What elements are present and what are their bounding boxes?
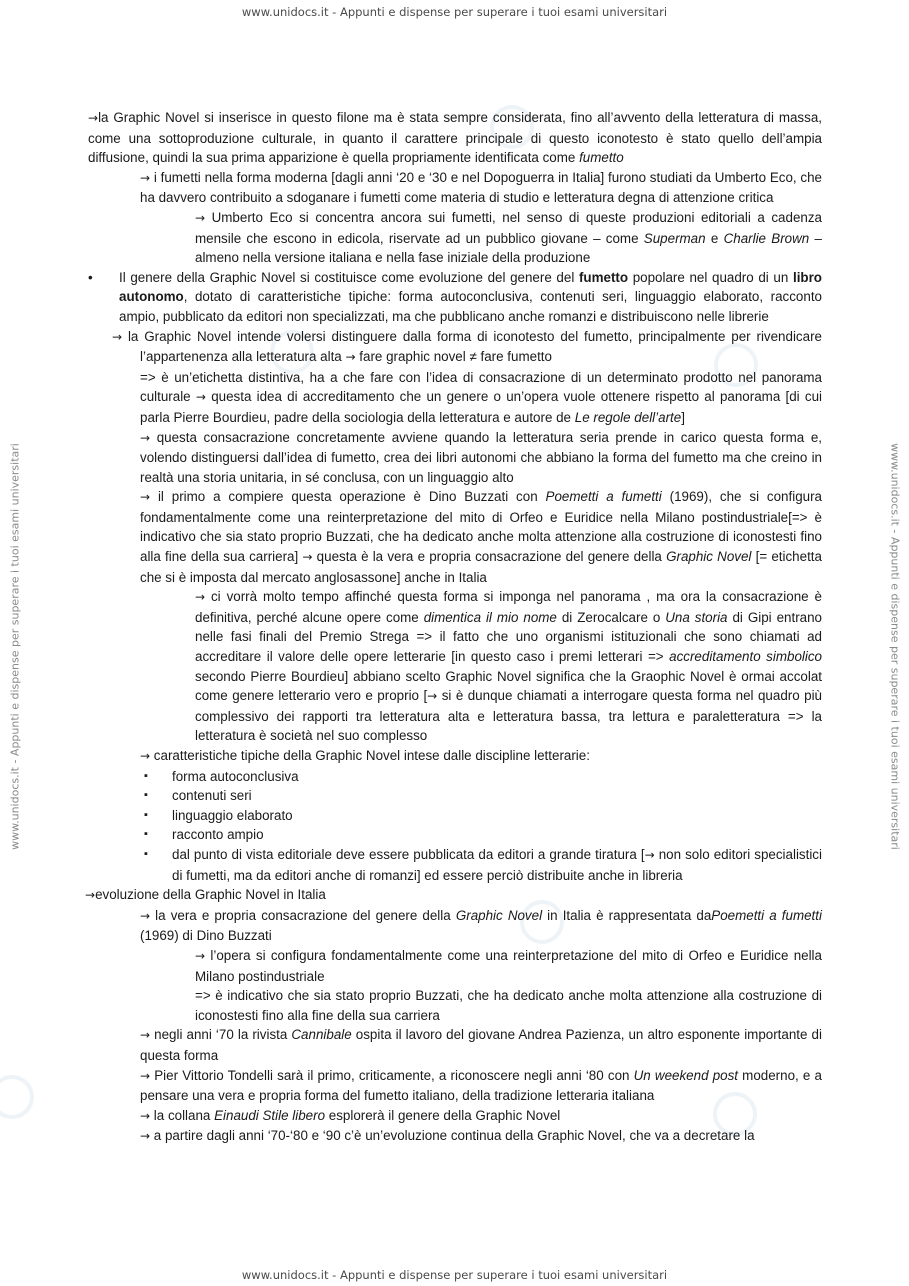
arrow-icon: → xyxy=(302,550,313,565)
paragraph: → l’opera si configura fondamentalmente come una reinterpretazione del mito di Orfeo e Euridice nella Milano postindustriale xyxy=(195,947,822,984)
arrow-icon: → xyxy=(644,847,655,862)
arrow-icon: → xyxy=(195,210,206,225)
paragraph: → a partire dagli anni ‘70-‘80 e ‘90 c’è un’evoluzione continua della Graphic Novel, che va a decretare la xyxy=(140,1128,755,1144)
paragraph: → la collana Einaudi Stile libero esplorerà il genere della Graphic Novel xyxy=(140,1107,561,1123)
unidocs-logo-icon xyxy=(0,1075,34,1119)
arrow-icon: → xyxy=(140,1028,151,1043)
arrow-icon: → xyxy=(195,948,206,963)
page-header-watermark: www.unidocs.it - Appunti e dispense per superare i tuoi esami universitari xyxy=(241,5,668,19)
paragraph: → i fumetti nella forma moderna [dagli anni ‘20 e ‘30 e nel Dopoguerra in Italia] furono studiati da Umberto Eco, che ha davvero contribuito a sdoganare i fumetti come materia di studio e letteratura degna di attenzione critica xyxy=(140,169,822,206)
right-side-watermark: www.unidocs.it - Appunti e dispense per superare i tuoi esami universitari xyxy=(888,443,902,850)
paragraph: → Umberto Eco si concentra ancora sui fumetti, nel senso di queste produzioni editoriali a cadenza mensile che escono in edicola, riservate ad un pubblico giovane – come Superman e Charlie Brown – almeno nella versione italiana e nella fase iniziale della produzione xyxy=(195,209,822,266)
arrow-icon: → xyxy=(140,749,151,763)
list-item: ▪ racconto ampio xyxy=(88,825,822,845)
arrow-icon: → xyxy=(140,1068,151,1083)
paragraph: →la Graphic Novel si inserisce in questo filone ma è stata sempre considerata, fino all’avvento della letteratura di massa, come una sottoproduzione culturale, in quanto il carattere principale di questo iconotesto è stato quello dell’ampia diffusione, quindi la sua prima apparizione è quella propriamente identificata come fumetto xyxy=(88,110,822,166)
paragraph: → questa consacrazione concretamente avviene quando la letteratura seria prende in carico questa forma e, volendo distinguersi dall’idea di fumetto, crea dei libri autonomi che abbiano la forma del fumetto ma che creino in realtà una storia unitaria, in sé conclusa, con un linguaggio alto xyxy=(140,429,822,485)
arrow-icon: → xyxy=(85,888,96,903)
paragraph: => è indicativo che sia stato proprio Buzzati, che ha dedicato anche molta attenzione alla costruzione di iconostesti fino alla fine della sua carriera xyxy=(195,988,822,1023)
page-footer-watermark: www.unidocs.it - Appunti e dispense per superare i tuoi esami universitari xyxy=(241,1268,668,1282)
paragraph: => è un’etichetta distintiva, ha a che fare con l’idea di consacrazione di un determinato prodotto nel panorama culturale → questa idea di accreditamento che un genere o un’opera vuole ottenere rispetto al panorama [di cui parla Pierre Bourdieu, padre della sociologia della letteratura e autore de Le regole dell’arte] xyxy=(140,369,822,425)
paragraph: → Pier Vittorio Tondelli sarà il primo, criticamente, a riconoscere negli anni ‘80 con Un weekend post moderno, e a pensare una vera e propria forma del fumetto italiano, della tradizione letteraria italiana xyxy=(140,1067,822,1104)
bullet-item: • Il genere della Graphic Novel si costituisce come evoluzione del genere del fumetto popolare nel quadro di un libro autonomo, dotato di caratteristiche tipiche: forma autoconclusiva, contenuti seri, linguaggio elaborato, racconto ampio, pubblicato da editori non specializzati, ma che pubblicano anche romanzi e distribuiscono nelle librerie xyxy=(88,268,822,327)
paragraph: → ci vorrà molto tempo affinché questa forma si imponga nel panorama , ma ora la consacrazione è definitiva, perché alcune opere come dimentica il mio nome di Zerocalcare o Una storia di Gipi entrano nelle fasi finali del Premio Strega => il fatto che uno organismi istituzionali che sono chiamati ad accreditare il valore delle opere letterarie [in questo caso i premi letterari => accreditamento simbolico secondo Pierre Bourdieu] abbiano scelto Graphic Novel significa che la Graophic Novel è ormai accolat come genere letterario vero e proprio [→ si è dunque chiamati a interrogare questa forma nel quadro più complessivo dei rapporti tra letteratura alta e letteratura bassa, tra lettura e paraletteratura => la letteratura è società nel suo complesso xyxy=(195,589,823,744)
arrow-icon: → xyxy=(140,170,151,185)
paragraph: →evoluzione della Graphic Novel in Italia xyxy=(85,887,326,903)
paragraph: → la Graphic Novel intende volersi distinguere dalla forma di iconotesto del fumetto, principalmente per rivendicare l’appartenenza alla letteratura alta → fare graphic novel ≠ fare fumetto xyxy=(112,328,822,365)
arrow-icon: → xyxy=(195,590,206,605)
arrow-icon: → xyxy=(345,350,356,365)
arrow-icon: → xyxy=(195,390,206,405)
paragraph: → caratteristiche tipiche della Graphic Novel intese dalle discipline letterarie: xyxy=(140,748,590,763)
list-item: ▪ forma autoconclusiva xyxy=(88,767,822,787)
paragraph: → il primo a compiere questa operazione è Dino Buzzati con Poemetti a fumetti (1969), che si configura fondamentalmente come una reinterpretazione del mito di Orfeo e Euridice nella Milano postindustriale[=> è indicativo che sia stato proprio Buzzati, che ha dedicato anche molta attenzione alla costruzione di iconostesti fino alla fine della sua carriera] → questa è la vera e propria consacrazione del genere della Graphic Novel [= etichetta che si è imposta dal mercato anglosassone] anche in Italia xyxy=(140,489,822,585)
list-item: ▪ contenuti seri xyxy=(88,786,822,806)
arrow-icon: → xyxy=(112,329,123,344)
paragraph: → la vera e propria consacrazione del genere della Graphic Novel in Italia è rappresentata daPoemetti a fumetti (1969) di Dino Buzzati xyxy=(140,907,822,944)
list-item: ▪ linguaggio elaborato xyxy=(88,806,822,826)
left-side-watermark: www.unidocs.it - Appunti e dispense per superare i tuoi esami universitari xyxy=(8,443,22,850)
list-item: ▪ dal punto di vista editoriale deve essere pubblicata da editori a grande tiratura [→ non solo editori specialistici di fumetti, ma da editori anche di romanzi] ed essere perciò distribuite anche in libreria xyxy=(88,845,822,885)
paragraph: → negli anni ‘70 la rivista Cannibale ospita il lavoro del giovane Andrea Pazienza, un altro esponente importante di questa forma xyxy=(140,1027,822,1063)
arrow-icon: → xyxy=(140,430,151,445)
arrow-icon: → xyxy=(140,490,151,505)
arrow-icon: → xyxy=(140,1129,151,1144)
arrow-icon: → xyxy=(88,111,99,125)
arrow-icon: → xyxy=(427,689,438,704)
document-body xyxy=(85,108,823,1147)
arrow-icon: → xyxy=(140,908,151,923)
arrow-icon: → xyxy=(140,1108,151,1123)
